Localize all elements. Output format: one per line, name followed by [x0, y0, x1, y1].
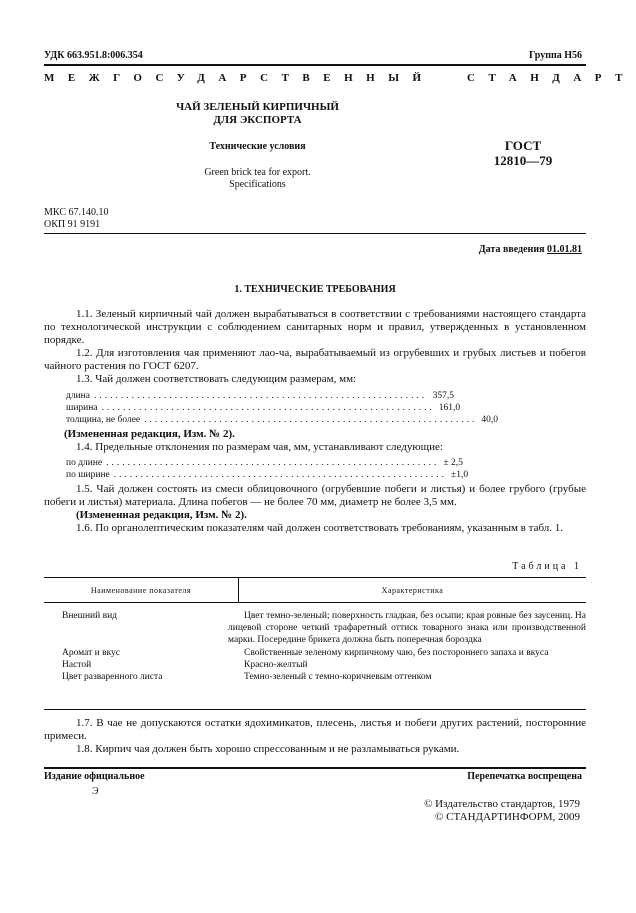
copyright-2009: © СТАНДАРТИНФОРМ, 2009	[435, 811, 580, 823]
reprint-notice: Перепечатка воспрещена	[467, 771, 582, 782]
dim-label: длина	[66, 391, 90, 401]
table-cell-name: Аромат и вкус	[62, 648, 121, 658]
edition-official: Издание официальное	[44, 771, 145, 782]
dev-value: ± 2,5	[443, 458, 463, 468]
dev-value: ±1,0	[451, 470, 469, 480]
table-cell-value: Свойственные зеленому кирпичному чаю, без постороннего запаха и вкуса	[244, 648, 549, 658]
udk-code: УДК 663.951.8:006.354	[44, 50, 143, 61]
table-row	[44, 659, 586, 671]
dim-label: толщина, не более	[66, 415, 141, 425]
table-cell-name: Цвет разваренного листа	[62, 672, 163, 682]
deviations-list	[66, 457, 469, 481]
gost-label: ГОСТ	[504, 138, 542, 153]
title-line-2: ДЛЯ ЭКСПОРТА	[213, 114, 302, 126]
table-row	[44, 647, 586, 659]
copyright-block	[424, 798, 580, 824]
dev-label: по длине	[66, 458, 103, 468]
table-bottom-rule	[44, 709, 586, 710]
subtitle: Технические условия	[209, 141, 306, 152]
closing-paragraphs	[44, 717, 586, 756]
dim-value: 40,0	[481, 415, 499, 425]
dev-row	[66, 469, 469, 481]
english-title-2: Specifications	[229, 179, 286, 190]
para-1-1: 1.1. Зеленый кирпичный чай должен вырабатываться в соответствии с требованиями настоящего стандарта по технологической инструкции с соблюдением санитарных норм и правил, утвержденных в установленном порядке.	[44, 308, 586, 346]
section-body	[44, 308, 586, 535]
dim-row	[66, 402, 461, 414]
title-block	[150, 101, 365, 191]
dev-leader: ..............................................................	[113, 470, 447, 480]
amendment-note-1: (Измененная редакция, Изм. № 2).	[64, 428, 235, 440]
dim-row	[66, 414, 499, 426]
section-heading: 1. ТЕХНИЧЕСКИЕ ТРЕБОВАНИЯ	[234, 284, 396, 295]
gost-number: 12810—79	[493, 153, 553, 168]
intro-date	[479, 244, 582, 256]
para-1-7: 1.7. В чае не допускаются остатки ядохимикатов, плесень, листья и побеги других растений, посторонние примеси.	[44, 717, 586, 742]
dev-label: по ширине	[66, 470, 110, 480]
table-label: Таблица 1	[512, 561, 582, 572]
footer-rule	[44, 767, 586, 769]
table-cell-name: Настой	[62, 660, 92, 670]
copyright-1979: © Издательство стандартов, 1979	[424, 798, 580, 810]
para-1-6: 1.6. По органолептическим показателям чай должен соответствовать требованиям, указанным в табл. 1.	[76, 522, 564, 534]
dim-value: 161,0	[438, 403, 461, 413]
table-body	[44, 603, 586, 683]
header-rule	[44, 64, 586, 66]
dim-label: ширина	[66, 403, 98, 413]
dim-row	[66, 390, 454, 402]
para-1-3: 1.3. Чай должен соответствовать следующим размерам, мм:	[76, 373, 357, 385]
dim-value: 357,5	[432, 391, 454, 401]
table-cell-name: Внешний вид	[62, 611, 117, 621]
table-cell-value: Красно-желтый	[244, 660, 308, 670]
dev-row	[66, 457, 463, 469]
table-1	[44, 577, 586, 683]
dim-leader: ..............................................................	[144, 415, 478, 425]
intro-date-value: 01.01.81	[547, 244, 582, 255]
table-cell-value: Темно-зеленый с темно-коричневым оттенком	[244, 672, 432, 682]
okp-code: ОКП 91 9191	[44, 219, 101, 230]
dim-leader: ..............................................................	[101, 403, 435, 413]
table-col-name: Наименование показателя	[44, 578, 239, 603]
table-col-characteristic: Характеристика	[381, 585, 444, 595]
gost-block	[478, 138, 568, 168]
mks-code: МКС 67.140.10	[44, 207, 109, 218]
dev-leader: ..............................................................	[106, 458, 440, 468]
para-1-2: 1.2. Для изготовления чая применяют лао-ча, вырабатываемый из огрубевших и грубых листьев и побегов чайного растения по ГОСТ 6207.	[44, 347, 586, 372]
codes-block	[44, 207, 108, 231]
dimensions-list	[66, 390, 499, 426]
para-1-4: 1.4. Предельные отклонения по размерам чая, мм, устанавливают следующие:	[76, 441, 443, 453]
table-cell-value: Цвет темно-зеленый; поверхность гладкая, без осыпи; края ровные без заусениц. На лицевой стороне четкий трафаретный оттиск товарного знака или производственной марки. Посередине брикета должна быть поперечная бороздка	[228, 611, 586, 645]
amendment-note-2: (Измененная редакция, Изм. № 2).	[76, 509, 247, 521]
para-1-8: 1.8. Кирпич чая должен быть хорошо спрессованным и не разламываться руками.	[76, 743, 460, 755]
standard-banner: МЕЖГОСУДАРСТВЕННЫЙ СТАНДАРТ	[44, 72, 636, 84]
english-title-1: Green brick tea for export.	[204, 167, 311, 178]
table-row	[44, 610, 586, 646]
table-header-row	[44, 578, 586, 603]
codes-rule	[44, 233, 586, 234]
title-line-1: ЧАЙ ЗЕЛЕНЫЙ КИРПИЧНЫЙ	[176, 101, 339, 113]
edition-mark: Э	[92, 786, 99, 797]
intro-date-label: Дата введения	[478, 244, 545, 255]
group-code: Группа Н56	[529, 50, 582, 61]
table-row	[44, 671, 586, 683]
dim-leader: ..............................................................	[93, 391, 428, 401]
para-1-5: 1.5. Чай должен состоять из смеси облицовочного (огрубевшие побеги и листья) и более грубого (грубые побеги и листья) материала. Длина побегов — не более 70 мм, диаметр не более 3,5 мм.	[44, 483, 586, 508]
